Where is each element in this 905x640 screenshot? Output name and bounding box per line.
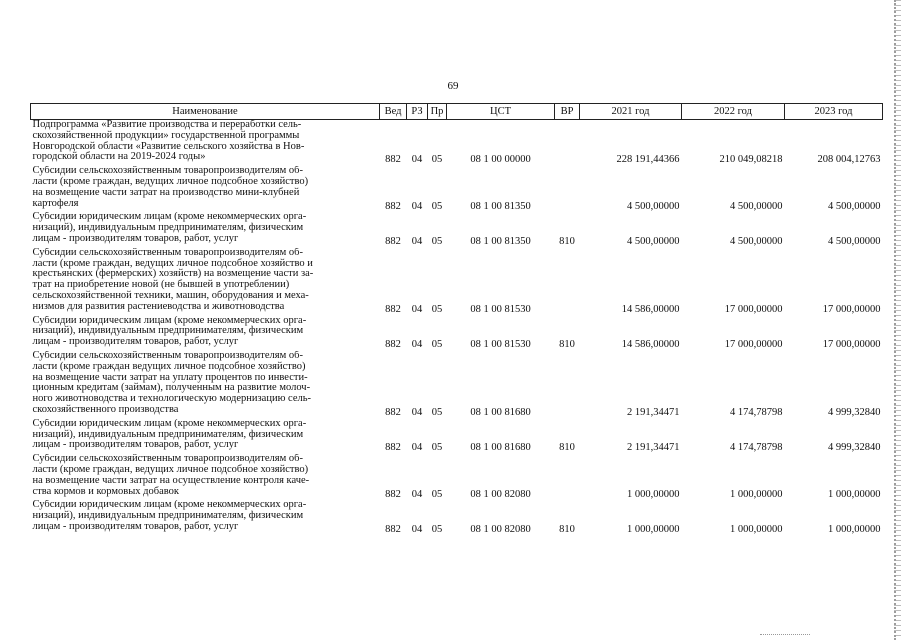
row-pr: 05 <box>431 442 443 454</box>
scan-specks <box>760 634 810 637</box>
row-rz: 04 <box>411 303 423 315</box>
row-rz: 04 <box>411 200 423 212</box>
row-cst: 08 1 00 81530 <box>470 339 531 351</box>
row-vr <box>555 120 580 167</box>
row-amount-2022: 17 000,00000 <box>724 303 783 315</box>
row-pr: 05 <box>431 303 443 315</box>
row-cst: 08 1 00 81350 <box>470 200 531 212</box>
row-rz: 04 <box>411 339 423 351</box>
row-cst: 08 1 00 81350 <box>470 235 531 247</box>
row-amount-2022: 4 174,78798 <box>730 442 783 454</box>
row-ved: 882 <box>385 235 401 247</box>
row-amount-2021: 1 000,00000 <box>627 523 680 535</box>
row-amount-2022: 1 000,00000 <box>730 488 783 500</box>
column-header-2022: 2022 год <box>682 104 785 120</box>
row-pr: 05 <box>431 406 443 418</box>
row-amount-2023: 17 000,00000 <box>822 303 881 315</box>
row-vr <box>555 454 580 500</box>
row-ved: 882 <box>385 154 401 166</box>
row-vr <box>555 248 580 316</box>
row-rz: 04 <box>411 488 423 500</box>
column-header-pr: Пр <box>428 104 447 120</box>
row-name: Субсидии юридическим лицам (кроме некоммерческих орга- низаций), индивидуальным предпринимателям, физическим лицам - производителям товаров, работ, услуг <box>32 418 307 451</box>
row-name: Субсидии юридическим лицам (кроме некоммерческих орга- низаций), индивидуальным предпринимателям, физическим лицам - производителям товаров, работ, услуг <box>32 212 307 244</box>
row-ved: 882 <box>385 523 401 535</box>
table-row <box>31 351 883 419</box>
row-amount-2021: 1 000,00000 <box>627 488 680 500</box>
row-amount-2022: 4 500,00000 <box>730 235 783 247</box>
row-vr: 810 <box>559 442 575 454</box>
row-ved: 882 <box>385 303 401 315</box>
column-header-vr: ВР <box>555 104 580 120</box>
row-pr: 05 <box>431 200 443 212</box>
row-amount-2023: 17 000,00000 <box>822 339 881 351</box>
row-pr: 05 <box>431 339 443 351</box>
row-cst: 08 1 00 82080 <box>470 488 531 500</box>
table-row <box>31 500 883 535</box>
row-cst: 08 1 00 82080 <box>470 523 531 535</box>
row-amount-2021: 4 500,00000 <box>627 235 680 247</box>
row-rz: 04 <box>411 442 423 454</box>
row-amount-2023: 4 999,32840 <box>828 442 881 454</box>
row-ved: 882 <box>385 406 401 418</box>
column-header-2023: 2023 год <box>785 104 883 120</box>
row-cst: 08 1 00 81680 <box>470 442 531 454</box>
column-header-name: Наименование <box>31 104 380 120</box>
row-amount-2023: 4 999,32840 <box>828 406 881 418</box>
column-header-cst: ЦСТ <box>447 104 555 120</box>
row-ved: 882 <box>385 488 401 500</box>
row-amount-2022: 4 500,00000 <box>730 200 783 212</box>
row-cst: 08 1 00 81680 <box>470 406 531 418</box>
row-pr: 05 <box>431 154 443 166</box>
scan-edge-artifact <box>894 0 901 640</box>
row-amount-2021: 2 191,34471 <box>627 442 680 454</box>
row-pr: 05 <box>431 235 443 247</box>
row-rz: 04 <box>411 154 423 166</box>
row-amount-2022: 17 000,00000 <box>724 339 783 351</box>
row-amount-2022: 210 049,08218 <box>719 154 783 166</box>
row-amount-2023: 208 004,12763 <box>817 154 881 166</box>
budget-table <box>30 103 883 536</box>
row-pr: 05 <box>431 488 443 500</box>
row-rz: 04 <box>411 235 423 247</box>
row-ved: 882 <box>385 339 401 351</box>
page-number: 69 <box>447 80 459 92</box>
row-amount-2023: 1 000,00000 <box>828 488 881 500</box>
row-rz: 04 <box>411 406 423 418</box>
row-name: Субсидии сельскохозяйственным товаропроизводителям об- ласти (кроме граждан, ведущих личное подсобное хозяйство) на возмещение части затрат на производство мини-клубней картофеля <box>32 166 309 209</box>
row-amount-2022: 1 000,00000 <box>730 523 783 535</box>
row-name: Субсидии сельскохозяйственным товаропроизводителям об- ласти (кроме граждан ведущих личное подсобное хозяйство) на возмещение части затрат на уплату процентов по инвести- ционным кредитам (займам), полученным на развитие молоч- ного животноводства и технологическую модернизацию сель- скохозяйственного производства <box>32 350 312 415</box>
row-amount-2021: 14 586,00000 <box>621 339 680 351</box>
table-header-row <box>31 104 883 120</box>
table-row <box>31 419 883 454</box>
table-row <box>31 212 883 247</box>
table-row <box>31 248 883 316</box>
row-name: Субсидии сельскохозяйственным товаропроизводителям об- ласти (кроме граждан, ведущих личное подсобное хозяйство и крестьянских (фермерских) хозяйств) на возмещение части за- трат на приобретение новой (не бывшей в употреблении) сельскохозяйственной техники, машин, оборудования и меха- низмов для развития растениеводства и животноводства <box>32 247 314 312</box>
row-vr <box>555 351 580 419</box>
row-amount-2021: 14 586,00000 <box>621 303 680 315</box>
column-header-ved: Вед <box>380 104 407 120</box>
row-pr: 05 <box>431 523 443 535</box>
row-cst: 08 1 00 00000 <box>470 154 531 166</box>
row-ved: 882 <box>385 442 401 454</box>
row-amount-2023: 4 500,00000 <box>828 235 881 247</box>
row-name: Субсидии юридическим лицам (кроме некоммерческих орга- низаций), индивидуальным предпринимателям, физическим лицам - производителям товаров, работ, услуг <box>32 500 307 532</box>
column-header-2021: 2021 год <box>580 104 682 120</box>
row-vr: 810 <box>559 523 575 535</box>
row-amount-2021: 2 191,34471 <box>627 406 680 418</box>
row-amount-2023: 4 500,00000 <box>828 200 881 212</box>
row-name: Субсидии юридическим лицам (кроме некоммерческих орга- низаций), индивидуальным предпринимателям, физическим лицам - производителям товаров, работ, услуг <box>32 315 307 348</box>
column-header-rz: РЗ <box>407 104 428 120</box>
row-vr: 810 <box>559 235 575 247</box>
row-name: Субсидии сельскохозяйственным товаропроизводителям об- ласти (кроме граждан, ведущих личное подсобное хозяйство) на возмещение части затрат на осуществление контроля каче- ства кормов и кормовых добавок <box>32 454 310 497</box>
row-amount-2021: 4 500,00000 <box>627 200 680 212</box>
row-rz: 04 <box>411 523 423 535</box>
row-vr <box>555 166 580 212</box>
table-row <box>31 166 883 212</box>
table-row <box>31 316 883 351</box>
table-row <box>31 454 883 500</box>
row-ved: 882 <box>385 200 401 212</box>
row-amount-2022: 4 174,78798 <box>730 406 783 418</box>
row-vr: 810 <box>559 339 575 351</box>
table-row <box>31 120 883 167</box>
row-amount-2023: 1 000,00000 <box>828 523 881 535</box>
row-amount-2021: 228 191,44366 <box>616 154 680 166</box>
row-name: Подпрограмма «Развитие производства и переработки сель- скохозяйственной продукции» государственной программы Новгородской области «Развитие сельского хозяйства в Нов- городской области на 2019-2024 годы» <box>32 119 305 163</box>
row-cst: 08 1 00 81530 <box>470 303 531 315</box>
